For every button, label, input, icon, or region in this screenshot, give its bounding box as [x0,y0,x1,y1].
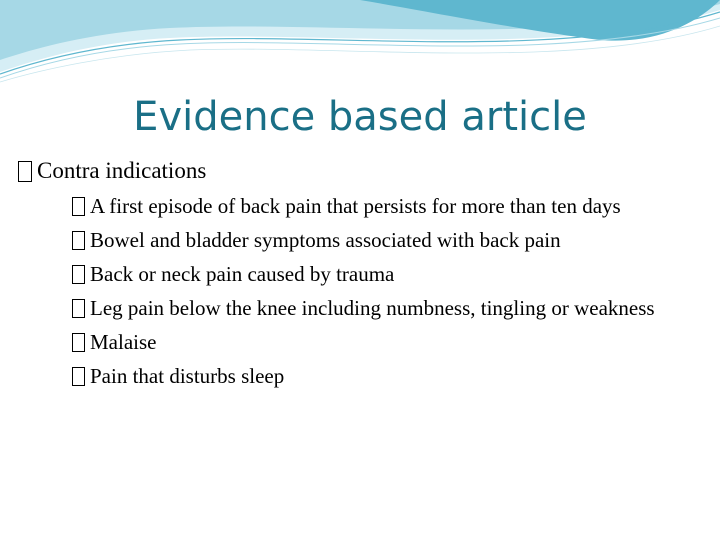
missing-glyph-box-icon [72,231,85,250]
list-item-text: Back or neck pain caused by trauma [90,262,395,286]
bullet-heading-text: Contra indications [37,158,207,183]
list-item [72,192,698,220]
list-item [72,362,698,390]
missing-glyph-box-icon [72,299,85,318]
list-item [72,294,698,322]
list-item [72,328,698,356]
missing-glyph-box-icon [72,367,85,386]
list-item-text: Leg pain below the knee including numbness, tingling or weakness [90,296,655,320]
slide-body [18,156,698,396]
wave-header-decoration [0,0,720,90]
list-item-text: A first episode of back pain that persists for more than ten days [90,194,621,218]
missing-glyph-box-icon [72,333,85,352]
bullet-heading [18,156,698,186]
list-item [72,226,698,254]
slide-title: Evidence based article [133,94,587,140]
list-item [72,260,698,288]
missing-glyph-box-icon [72,265,85,284]
list-item-text: Bowel and bladder symptoms associated with back pain [90,228,561,252]
missing-glyph-box-icon [18,161,32,182]
list-item-text: Pain that disturbs sleep [90,364,285,388]
list-item-text: Malaise [90,330,157,354]
missing-glyph-box-icon [72,197,85,216]
